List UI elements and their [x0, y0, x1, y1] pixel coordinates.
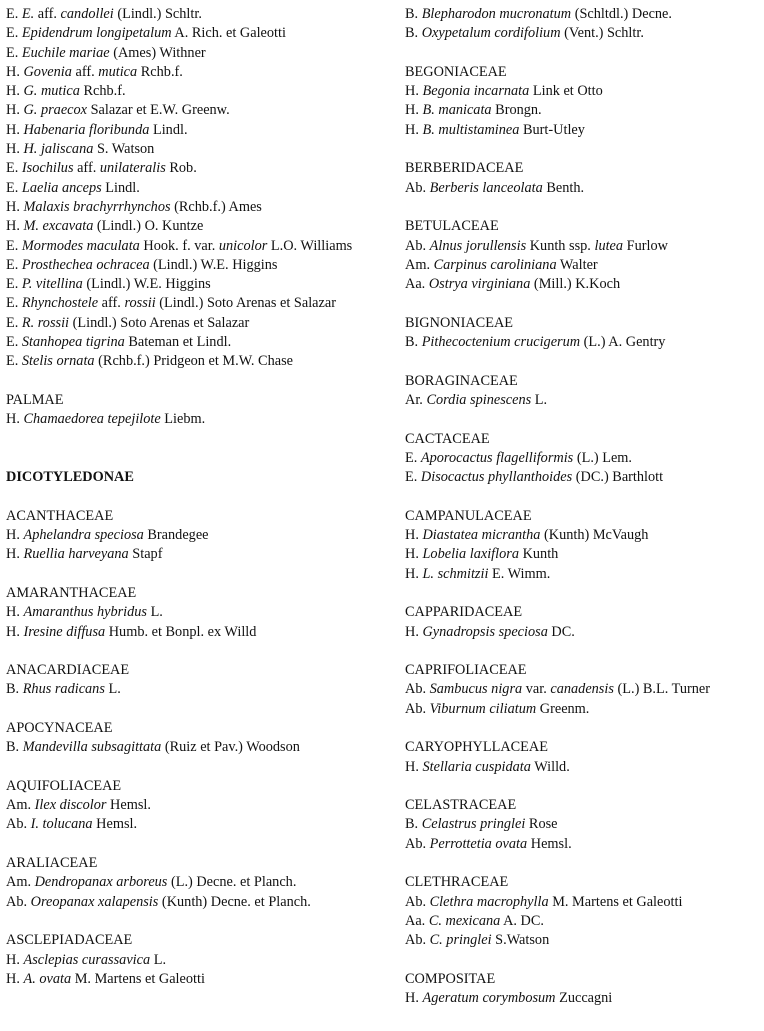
- taxon-name: C. mexicana: [428, 912, 501, 929]
- species-entry: [6, 680, 378, 699]
- entry-text: (Lindl.) Schltr.: [113, 6, 202, 22]
- family-heading: ANACARDIACEAE: [6, 662, 130, 679]
- entry-text: L.O. Williams: [267, 237, 353, 254]
- entry-text: (L.) Decne. et Planch.: [167, 874, 297, 891]
- entry-text: H.: [405, 546, 423, 563]
- entry-text: (Rchb.f.) Ames: [170, 198, 262, 215]
- entry-text: B.: [405, 6, 422, 22]
- entry-text: H.: [6, 970, 24, 987]
- entry-text: Lindl.: [101, 179, 140, 196]
- entry-text: L.: [531, 391, 548, 408]
- taxon-name: Sambucus nigra: [429, 681, 523, 698]
- taxon-name: G. praecox: [23, 102, 88, 119]
- species-entry: [405, 237, 757, 256]
- spacer: [6, 372, 378, 391]
- taxon-name: Euchile mariae: [21, 44, 110, 61]
- taxon-name: Prosthechea ochracea: [21, 256, 150, 273]
- taxon-name: Mandevilla subsagittata: [22, 739, 162, 756]
- entry-text: (Lindl.) Soto Arenas et Salazar: [155, 295, 336, 312]
- species-entry: [405, 623, 757, 642]
- entry-text: (Lindl.) W.E. Higgins: [82, 276, 211, 293]
- entry-text: aff.: [34, 6, 61, 22]
- species-entry: [6, 873, 378, 892]
- species-entry: [6, 352, 378, 371]
- taxon-name: Stellaria cuspidata: [422, 758, 531, 775]
- entry-text: H.: [405, 121, 423, 138]
- taxon-name: Habenaria floribunda: [23, 121, 150, 138]
- taxon-name: mutica: [98, 63, 138, 80]
- entry-text: Stapf: [128, 546, 163, 563]
- spacer: [405, 777, 757, 796]
- species-entry: [6, 101, 378, 120]
- species-entry: [405, 391, 757, 410]
- family-heading: ASCLEPIADACEAE: [6, 932, 133, 949]
- spacer: [6, 487, 378, 506]
- entry-text: H.: [6, 83, 24, 100]
- entry-text: H.: [6, 527, 24, 544]
- species-entry: [405, 815, 757, 834]
- taxon-name: Malaxis brachyrrhynchos: [23, 198, 171, 215]
- entry-text: E.: [6, 334, 22, 351]
- entry-text: Am.: [6, 874, 35, 891]
- taxon-name: Pithecoctenium crucigerum: [421, 334, 581, 351]
- entry-text: (Lindl.) Soto Arenas et Salazar: [69, 314, 250, 331]
- taxon-name: Lobelia laxiflora: [422, 546, 519, 563]
- taxon-name: B. multistaminea: [422, 121, 520, 138]
- species-entry: [6, 256, 378, 275]
- species-entry: [405, 835, 757, 854]
- entry-text: var.: [522, 681, 551, 698]
- family-heading: AQUIFOLIACEAE: [6, 777, 122, 794]
- entry-text: Lindl.: [149, 121, 188, 138]
- family-heading: BORAGINACEAE: [405, 372, 518, 389]
- entry-text: Hemsl.: [527, 835, 572, 852]
- taxon-name: Laelia anceps: [21, 179, 102, 196]
- taxon-name: rossii: [124, 295, 156, 312]
- entry-text: E.: [6, 44, 22, 61]
- entry-text: E.: [6, 237, 22, 254]
- entry-text: H.: [405, 623, 423, 640]
- family-heading: CELASTRACEAE: [405, 797, 517, 814]
- taxon-name: Oxypetalum cordifolium: [421, 25, 561, 42]
- entry-text: A. DC.: [500, 912, 544, 929]
- species-entry: [6, 237, 378, 256]
- species-entry: [6, 333, 378, 352]
- family-heading: CLETHRACEAE: [405, 874, 509, 891]
- species-entry: [6, 24, 378, 43]
- entry-text: H.: [405, 565, 423, 582]
- species-entry: [405, 333, 757, 352]
- entry-text: E.: [405, 469, 421, 486]
- family-heading: AMARANTHACEAE: [6, 584, 137, 601]
- entry-text: Willd.: [530, 758, 570, 775]
- entry-text: H.: [405, 990, 423, 1007]
- taxon-name: Rhus radicans: [22, 681, 105, 698]
- species-entry: [405, 565, 757, 584]
- family-heading: BEGONIACEAE: [405, 63, 507, 80]
- taxon-name: M. excavata: [23, 218, 94, 235]
- taxon-name: Diastatea micrantha: [422, 527, 541, 544]
- entry-text: (L.) B.L. Turner: [613, 681, 711, 698]
- entry-text: H.: [6, 121, 24, 138]
- left-column: [6, 5, 378, 989]
- species-entry: [405, 758, 757, 777]
- section-heading: DICOTYLEDONAE: [6, 469, 134, 486]
- spacer: [405, 410, 757, 429]
- species-entry: [6, 159, 378, 178]
- entry-text: (Mill.) K.Koch: [530, 276, 621, 293]
- taxon-name: Clethra macrophylla: [429, 893, 549, 910]
- taxon-name: Ruellia harveyana: [23, 546, 129, 563]
- entry-text: Kunth: [519, 546, 559, 563]
- entry-text: Hemsl.: [92, 816, 138, 833]
- family-heading: PALMAE: [6, 391, 64, 408]
- species-entry: [405, 5, 757, 24]
- entry-text: aff.: [98, 295, 125, 312]
- entry-text: aff.: [73, 160, 100, 177]
- entry-text: Furlow: [623, 237, 668, 254]
- entry-text: M. Martens et Galeotti: [548, 893, 683, 910]
- entry-text: Greenm.: [536, 700, 590, 717]
- entry-text: E.: [6, 6, 22, 22]
- species-entry: [6, 198, 378, 217]
- entry-text: Link et Otto: [529, 83, 603, 100]
- entry-text: Ab.: [405, 893, 430, 910]
- entry-text: H.: [6, 63, 24, 80]
- taxon-name: canadensis: [550, 681, 614, 698]
- species-entry: [405, 121, 757, 140]
- species-entry: [405, 468, 757, 487]
- species-entry: [6, 140, 378, 159]
- entry-text: H.: [405, 102, 423, 119]
- species-entry: [405, 989, 757, 1008]
- taxon-name: P. vitellina: [21, 276, 83, 293]
- family-heading: ACANTHACEAE: [6, 507, 114, 524]
- taxon-name: Gynadropsis speciosa: [422, 623, 548, 640]
- taxon-name: Blepharodon mucronatum: [421, 6, 572, 22]
- spacer: [6, 642, 378, 661]
- taxon-name: Stanhopea tigrina: [21, 334, 125, 351]
- entry-text: E.: [6, 160, 22, 177]
- taxon-name: Begonia incarnata: [422, 83, 530, 100]
- species-entry: [405, 893, 757, 912]
- entry-text: L.: [104, 681, 121, 698]
- entry-text: Liebm.: [160, 411, 206, 428]
- entry-text: Salazar et E.W. Greenw.: [87, 102, 230, 119]
- taxon-name: L. schmitzii: [422, 565, 489, 582]
- entry-text: Hemsl.: [106, 797, 151, 814]
- taxon-name: Ageratum corymbosum: [422, 990, 556, 1007]
- taxon-name: Amaranthus hybridus: [23, 604, 147, 621]
- entry-text: H.: [6, 623, 24, 640]
- entry-text: (Ruiz et Pav.) Woodson: [161, 739, 300, 756]
- species-entry: [405, 82, 757, 101]
- entry-text: M. Martens et Galeotti: [71, 970, 205, 987]
- entry-text: Bateman et Lindl.: [124, 334, 232, 351]
- entry-text: H.: [405, 527, 423, 544]
- entry-text: H.: [6, 198, 24, 215]
- entry-text: Am.: [6, 797, 35, 814]
- species-entry: [6, 545, 378, 564]
- spacer: [405, 140, 757, 159]
- family-heading: ARALIACEAE: [6, 855, 98, 872]
- taxon-name: lutea: [594, 237, 624, 254]
- entry-text: Ab.: [405, 932, 430, 949]
- entry-text: B.: [6, 739, 23, 756]
- entry-text: H.: [6, 951, 24, 968]
- species-entry: [405, 449, 757, 468]
- species-entry: [6, 294, 378, 313]
- taxon-name: Govenia: [23, 63, 72, 80]
- entry-text: Rob.: [165, 160, 197, 177]
- entry-text: L.: [147, 604, 163, 621]
- taxon-name: Alnus jorullensis: [429, 237, 527, 254]
- taxon-name: unicolor: [218, 237, 268, 254]
- entry-text: E.: [6, 295, 22, 312]
- entry-text: E.: [6, 276, 22, 293]
- taxon-name: B. manicata: [422, 102, 492, 119]
- family-heading: CARYOPHYLLACEAE: [405, 739, 548, 756]
- species-entry: [6, 82, 378, 101]
- family-heading: CAPRIFOLIACEAE: [405, 662, 527, 679]
- spacer: [6, 430, 378, 469]
- entry-text: E.: [6, 25, 22, 42]
- species-entry: [405, 545, 757, 564]
- species-entry: [6, 179, 378, 198]
- entry-text: H.: [405, 758, 423, 775]
- taxon-name: Aporocactus flagelliformis: [420, 449, 574, 466]
- species-entry: [6, 951, 378, 970]
- taxon-name: R. rossii: [21, 314, 70, 331]
- entry-text: (Schltdl.) Decne.: [571, 6, 672, 22]
- entry-text: H.: [6, 102, 24, 119]
- species-entry: [6, 217, 378, 236]
- entry-text: H.: [405, 83, 423, 100]
- taxon-name: Ostrya virginiana: [428, 276, 531, 293]
- entry-text: E. Wimm.: [488, 565, 551, 582]
- spacer: [405, 951, 757, 970]
- right-column: [405, 5, 757, 1008]
- entry-text: (Kunth) Decne. et Planch.: [158, 893, 311, 910]
- entry-text: H.: [6, 411, 24, 428]
- entry-text: H.: [6, 546, 24, 563]
- spacer: [405, 352, 757, 371]
- taxon-name: Disocactus phyllanthoides: [420, 469, 573, 486]
- entry-text: Ab.: [6, 816, 31, 833]
- entry-text: Ab.: [405, 179, 430, 196]
- taxon-name: E.: [21, 6, 35, 22]
- taxon-name: C. pringlei: [429, 932, 492, 949]
- spacer: [405, 642, 757, 661]
- entry-text: E.: [6, 179, 22, 196]
- entry-text: Ab.: [6, 893, 31, 910]
- entry-text: (Vent.) Schltr.: [560, 25, 644, 42]
- spacer: [405, 854, 757, 873]
- taxon-name: I. tolucana: [30, 816, 93, 833]
- entry-text: Humb. et Bonpl. ex Willd: [105, 623, 257, 640]
- taxon-name: Chamaedorea tepejilote: [23, 411, 161, 428]
- species-entry: [6, 314, 378, 333]
- species-entry: [6, 410, 378, 429]
- taxon-name: Perrottetia ovata: [429, 835, 528, 852]
- species-entry: [405, 526, 757, 545]
- species-entry: [405, 680, 757, 699]
- spacer: [405, 44, 757, 63]
- species-entry: [405, 912, 757, 931]
- entry-text: aff.: [71, 63, 99, 80]
- entry-text: Brongn.: [491, 102, 542, 119]
- family-heading: COMPOSITAE: [405, 970, 496, 987]
- taxon-name: Stelis ornata: [21, 353, 95, 370]
- species-entry: [6, 893, 378, 912]
- family-heading: CACTACEAE: [405, 430, 490, 447]
- entry-text: (Kunth) McVaugh: [540, 527, 649, 544]
- entry-text: Rchb.f.: [79, 83, 126, 100]
- taxon-name: Carpinus caroliniana: [433, 256, 557, 273]
- entry-text: Burt-Utley: [519, 121, 585, 138]
- species-entry: [6, 44, 378, 63]
- entry-text: (Lindl.) W.E. Higgins: [149, 256, 278, 273]
- taxon-name: G. mutica: [23, 83, 80, 100]
- entry-text: Aa.: [405, 276, 429, 293]
- taxon-name: Berberis lanceolata: [429, 179, 543, 196]
- family-heading: BIGNONIACEAE: [405, 314, 514, 331]
- taxon-name: unilateralis: [99, 160, 166, 177]
- taxon-name: Celastrus pringlei: [421, 816, 526, 833]
- species-entry: [405, 24, 757, 43]
- entry-text: H.: [6, 604, 24, 621]
- spacer: [6, 835, 378, 854]
- entry-text: S.Watson: [491, 932, 550, 949]
- species-entry: [405, 101, 757, 120]
- taxon-name: Cordia spinescens: [426, 391, 532, 408]
- spacer: [6, 700, 378, 719]
- entry-text: B.: [405, 334, 422, 351]
- spacer: [6, 758, 378, 777]
- taxon-name: H. jaliscana: [23, 141, 94, 158]
- entry-text: E.: [405, 449, 421, 466]
- species-entry: [6, 970, 378, 989]
- spacer: [405, 294, 757, 313]
- taxon-name: Dendropanax arboreus: [34, 874, 168, 891]
- species-entry: [6, 815, 378, 834]
- species-entry: [405, 931, 757, 950]
- family-heading: APOCYNACEAE: [6, 719, 113, 736]
- taxon-name: Ilex discolor: [34, 797, 107, 814]
- species-entry: [6, 275, 378, 294]
- spacer: [6, 565, 378, 584]
- entry-text: Am.: [405, 256, 434, 273]
- entry-text: Aa.: [405, 912, 429, 929]
- family-heading: BERBERIDACEAE: [405, 160, 524, 177]
- entry-text: H.: [6, 141, 24, 158]
- entry-text: Ab.: [405, 835, 430, 852]
- entry-text: Zuccagni: [555, 990, 613, 1007]
- taxon-name: Asclepias curassavica: [23, 951, 151, 968]
- spacer: [405, 584, 757, 603]
- entry-text: H.: [6, 218, 24, 235]
- species-entry: [6, 63, 378, 82]
- species-entry: [6, 738, 378, 757]
- entry-text: Ab.: [405, 237, 430, 254]
- entry-text: Rchb.f.: [137, 63, 183, 80]
- entry-text: B.: [405, 816, 422, 833]
- entry-text: Walter: [556, 256, 598, 273]
- taxon-name: Oreopanax xalapensis: [30, 893, 159, 910]
- entry-text: (DC.) Barthlott: [572, 469, 664, 486]
- taxon-name: Aphelandra speciosa: [23, 527, 144, 544]
- species-entry: [405, 275, 757, 294]
- entry-text: Rose: [525, 816, 558, 833]
- species-entry: [6, 623, 378, 642]
- taxon-name: Isochilus: [21, 160, 74, 177]
- taxon-name: Rhynchostele: [21, 295, 99, 312]
- entry-text: E.: [6, 353, 22, 370]
- taxon-name: A. ovata: [23, 970, 72, 987]
- spacer: [405, 719, 757, 738]
- taxon-name: Iresine diffusa: [23, 623, 106, 640]
- entry-text: E.: [6, 314, 22, 331]
- species-entry: [6, 526, 378, 545]
- species-entry: [6, 796, 378, 815]
- entry-text: E.: [6, 256, 22, 273]
- species-entry: [405, 179, 757, 198]
- entry-text: A. Rich. et Galeotti: [171, 25, 286, 42]
- entry-text: Ab.: [405, 681, 430, 698]
- spacer: [6, 912, 378, 931]
- entry-text: S. Watson: [93, 141, 155, 158]
- taxon-name: Viburnum ciliatum: [429, 700, 537, 717]
- entry-text: Hook. f. var.: [139, 237, 219, 254]
- taxon-name: Epidendrum longipetalum: [21, 25, 172, 42]
- entry-text: Kunth ssp.: [526, 237, 595, 254]
- entry-text: (L.) A. Gentry: [580, 334, 666, 351]
- entry-text: L.: [150, 951, 167, 968]
- entry-text: Brandegee: [143, 527, 209, 544]
- spacer: [405, 487, 757, 506]
- taxon-name: Mormodes maculata: [21, 237, 140, 254]
- entry-text: (Lindl.) O. Kuntze: [93, 218, 204, 235]
- entry-text: (Ames) Withner: [109, 44, 206, 61]
- family-heading: CAPPARIDACEAE: [405, 604, 523, 621]
- entry-text: Ab.: [405, 700, 430, 717]
- spacer: [405, 198, 757, 217]
- entry-text: B.: [405, 25, 422, 42]
- species-entry: [405, 256, 757, 275]
- entry-text: DC.: [547, 623, 575, 640]
- species-entry: [6, 5, 378, 24]
- family-heading: BETULACEAE: [405, 218, 499, 235]
- species-entry: [6, 121, 378, 140]
- species-entry: [6, 603, 378, 622]
- species-entry: [405, 700, 757, 719]
- entry-text: Ar.: [405, 391, 427, 408]
- family-heading: CAMPANULACEAE: [405, 507, 532, 524]
- entry-text: Benth.: [542, 179, 585, 196]
- entry-text: (L.) Lem.: [573, 449, 633, 466]
- taxon-name: candollei: [60, 6, 114, 22]
- entry-text: (Rchb.f.) Pridgeon et M.W. Chase: [94, 353, 293, 370]
- entry-text: B.: [6, 681, 23, 698]
